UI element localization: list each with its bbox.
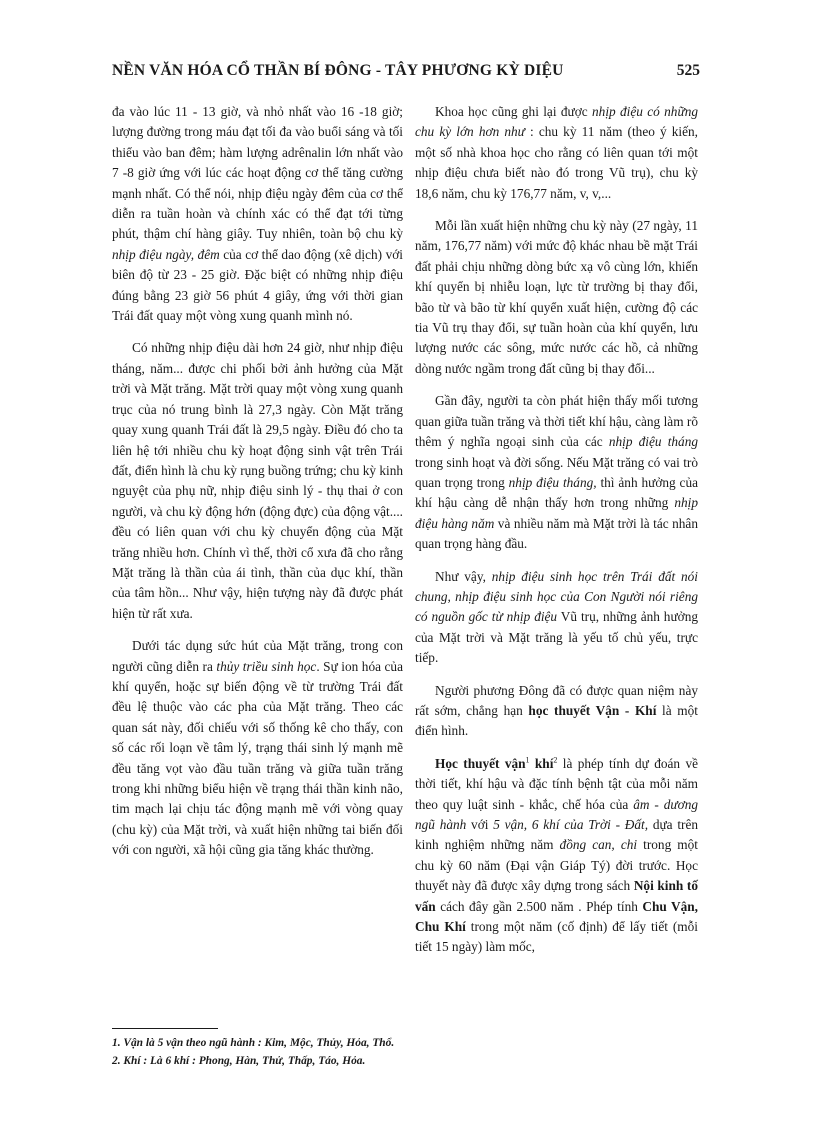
text-run: của cơ thể dao động (xê dịch) với biên độ từ 23 - 25 giờ. Đặc biệt có những nhịp điệu đúng bằng 23 giờ 56 phút 4 giây, ứng với thời gian Trái đất quay một vòng xung quanh mình nó. <box>112 246 403 324</box>
text-run: với <box>466 817 494 832</box>
emphasis-text: nhịp điệu có những chu kỳ lớn hơn như <box>415 104 698 140</box>
paragraph-right-2: Mỗi lần xuất hiện những chu kỳ này (27 ngày, 11 năm, 176,77 năm) với mức độ khác nhau bề mặt Trái đất phải chịu những dòng bức xạ vô cùng lớn, khiến khí quyển bị nhiễu loạn, lực từ trường bị thay đổi, bão từ và bão từ khí quyển xuất hiện, cường độ các tia Vũ trụ thay đổi, sự tuần hoàn của khí quyển, lưu lượng nước các sông, mức nước các hồ, cả những dòng nước ngầm trong đất cũng bị thay đổi... <box>415 218 698 376</box>
emphasis-text: âm - dương ngũ hành <box>415 796 698 832</box>
emphasis-text: thủy triều sinh học <box>216 658 317 674</box>
footnote-2: 2. Khí : Là 6 khí : Phong, Hàn, Thử, Thấp, Táo, Hỏa. <box>112 1055 366 1067</box>
footnotes <box>112 1034 700 1070</box>
emphasis-text: đồng can, chi <box>559 837 638 853</box>
left-column <box>112 102 403 873</box>
text-run: Gần đây, người ta còn phát hiện thấy mối tương quan giữa tuần trăng và thời tiết khí hậu, càng làm rõ thêm ý nghĩa ngoại sinh của các <box>415 393 698 450</box>
text-run: thì ảnh hưởng của khí hậu càng dễ nhận thấy hơn trong những <box>415 474 698 511</box>
bold-text: Học thuyết vận <box>435 755 526 771</box>
paragraph-left-3 <box>112 636 403 860</box>
text-run: Người phương Đông đã có được quan niệm này rất sớm, chẳng hạn <box>415 682 698 718</box>
text-run: trong một chu kỳ 60 năm (Đại vận Giáp Tý) đời trước. Học thuyết này đã được xây dựng trong sách <box>415 837 698 894</box>
bold-text: Chu Vận, Chu Khí <box>415 898 698 935</box>
paragraph-right-1 <box>415 102 698 204</box>
bold-text: học thuyết Vận - Khí <box>528 702 657 718</box>
text-run: Dưới tác dụng sức hút của Mặt trăng, trong con người cũng diễn ra <box>112 638 403 674</box>
emphasis-text: nhịp điệu tháng <box>608 434 698 450</box>
bold-text: Nội kinh tố vấn <box>415 878 698 914</box>
footnote-ref-2[interactable]: 2 <box>553 755 558 765</box>
text-run: : chu kỳ 11 năm (theo ý kiến, một số nhà khoa học cho rằng có liên quan tới một nhịp điệu chưa biết nào đó trong Vũ trụ), chu kỳ 18,6 năm, chu kỳ 176,77 năm, v, v,... <box>415 124 698 201</box>
text-run: trong một năm (cố định) để lấy tiết (mỗi tiết 15 ngày) làm mốc, <box>415 919 698 955</box>
page-number: 525 <box>676 62 700 79</box>
running-header <box>112 62 700 86</box>
emphasis-text: nhịp điệu ngày, đêm <box>112 246 220 262</box>
footnote-1: 1. Vận là 5 vận theo ngũ hành : Kim, Mộc, Thủy, Hỏa, Thổ. <box>112 1037 395 1049</box>
running-header-title: NỀN VĂN HÓA CỔ THẦN BÍ ĐÔNG - TÂY PHƯƠNG KỲ DIỆU <box>112 62 564 79</box>
text-run: Như vậy, <box>435 568 492 584</box>
paragraph-left-2: Có những nhịp điệu dài hơn 24 giờ, như nhịp điệu tháng, năm... được chi phối bởi ảnh hưởng của Mặt trời và Mặt trăng. Mặt trời quay một vòng xung quanh trục của nó trung bình là 27,3 ngày. Còn Mặt trăng quay xung quanh Trái đất là 29,5 ngày. Điều đó cho ta liên hệ tới nhiều chu kỳ hoạt động sinh vật trên Trái đất, điển hình là chu kỳ rụng buồng trứng; chu kỳ kinh nguyệt của phụ nữ, nhịp điệu sinh lý - thụ thai ở con người, và chu kỳ động hớn (động đực) của động vật.... đều có liên quan với chu kỳ chuyển động của Mặt trăng nhiều hơn. Chính vì thế, thời cổ xưa đã cho rằng Mặt trăng là thần của ái tình, thần của dục khí, thần của tâm hồn... Như vậy, hiện tượng này đã được phát hiện từ rất xưa. <box>112 340 403 621</box>
emphasis-text: nhịp điệu sinh học trên Trái đất nói chung, nhịp điệu sinh học của Con Người nói riêng có nguồn gốc từ nhịp điệu <box>415 568 699 625</box>
text-run: là một điển hình. <box>415 702 698 739</box>
text-run: . Sự ion hóa của khí quyển, hoặc sự biến động về từ trường Trái đất đều lệ thuộc vào các pha của Mặt trăng. Theo các quan sát này, đối chiếu với số thống kê cho thấy, con số các rối loạn về tâm lý, trạng thái sinh lý mạnh mẽ đều tăng vọt vào đầu tuần trăng và giữa tuần trăng trong khi những biểu hiện về trạng thái thần kinh não, tim mạch lại chịu tác động mạnh mẽ với vòng quay (chu kỳ) của Mặt trời, và xuất hiện những tai biến đối với con người, xã hội cũng gia tăng khác thường. <box>112 658 403 858</box>
paragraph-right-5 <box>415 681 698 742</box>
footnote-divider <box>112 1028 218 1029</box>
paragraph-right-6 <box>415 754 698 958</box>
bold-text: khí <box>529 755 554 771</box>
paragraph-right-4 <box>415 567 698 669</box>
paragraph-left-1 <box>112 102 403 326</box>
text-run: cách đây gần 2.500 năm . Phép tính <box>435 898 643 914</box>
emphasis-text: nhịp điệu tháng, <box>508 474 597 490</box>
text-run: là phép tính dự đoán về thời tiết, khí hậu và đặc tính bệnh tật của mỗi năm theo quy luật sinh - khắc, chế hóa của <box>415 755 698 812</box>
footnote-ref-1[interactable]: 1 <box>525 755 530 765</box>
text-run: dựa trên kinh nghiệm những năm <box>415 817 698 853</box>
text-run: trong sinh hoạt và đời sống. Nếu Mặt trăng có vai trò quan trọng trong <box>415 454 698 490</box>
text-run: đa vào lúc 11 - 13 giờ, và nhỏ nhất vào 16 -18 giờ; lượng đường trong máu đạt tối đa vào buổi sáng và tối thiểu vào ban đêm; hàm lượng adrênalin lớn nhất vào 7 -8 giờ ứng với lúc các hoạt động cơ thể tăng cường mạnh nhất. Có thể nói, nhịp điệu ngày đêm của cơ thể diễn ra tuần hoàn và chính xác có thể đạt tới từng phút, thậm chí hàng giây. Tuy nhiên, toàn bộ chu kỳ <box>112 104 403 242</box>
emphasis-text: 5 vận, 6 khí của Trời - Đất, <box>493 817 649 832</box>
emphasis-text: nhịp điệu hàng năm <box>415 495 698 531</box>
paragraph-right-3 <box>415 391 698 554</box>
text-run: và nhiều năm mà Mặt trời là tác nhân quan trọng hàng đầu. <box>415 515 698 552</box>
right-column <box>415 102 698 970</box>
text-run: Vũ trụ, những ảnh hưởng của Mặt trời và Mặt trăng là yếu tố chủ yếu, trực tiếp. <box>415 609 698 666</box>
text-run: Khoa học cũng ghi lại được <box>435 104 593 119</box>
